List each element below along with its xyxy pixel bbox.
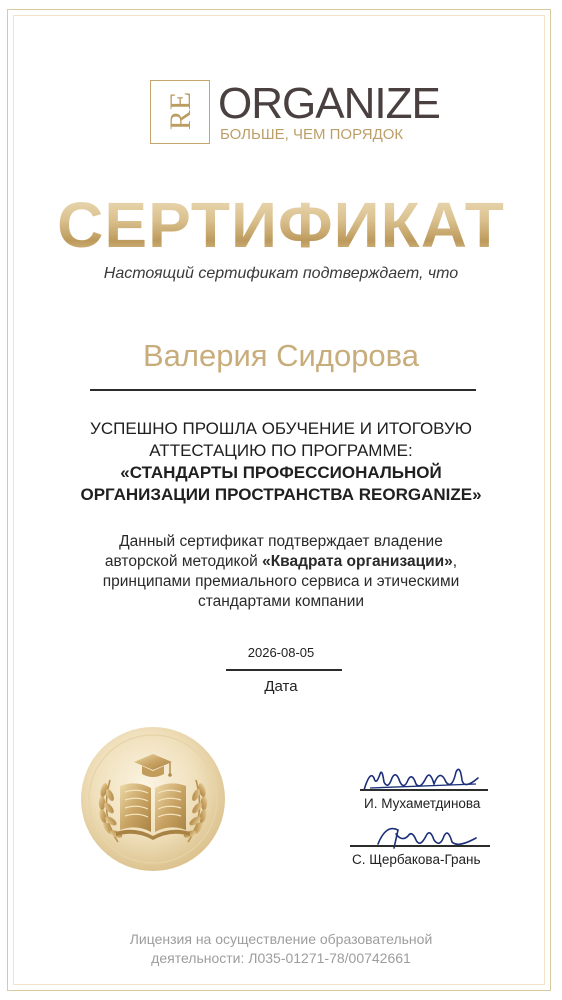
logo-mark-box [150, 80, 210, 144]
program-line-1: «СТАНДАРТЫ ПРОФЕССИОНАЛЬНОЙ [120, 463, 442, 482]
signature-2-line [350, 845, 490, 847]
signature-1-line [360, 789, 488, 791]
description-line-3: принципами премиального сервиса и этическими [102, 573, 460, 590]
issue-date: 2026-08-05 [247, 645, 315, 660]
signer-1-name: И. Мухаметдинова [364, 796, 481, 811]
logo-tagline: БОЛЬШЕ, ЧЕМ ПОРЯДОК [220, 126, 404, 143]
certificate-description [0, 532, 562, 612]
signer-2-name: С. Щербакова-Грань [352, 852, 481, 867]
license-line-2: деятельности: Л035-01271-78/00742661 [151, 950, 411, 966]
reorganize-logo [150, 79, 440, 150]
method-name: «Квадрата организации» [262, 553, 453, 570]
statement-line-1: УСПЕШНО ПРОШЛА ОБУЧЕНИЕ И ИТОГОВУЮ [90, 419, 472, 438]
date-label: Дата [264, 678, 298, 695]
certificate-title: СЕРТИФИКАТ [0, 186, 562, 264]
completion-statement [0, 418, 562, 506]
certificate-subtitle: Настоящий сертификат подтверждает, что [103, 265, 459, 282]
license-text [0, 930, 562, 968]
recipient-name: Валерия Сидорова [142, 338, 420, 373]
logo-wordmark: ORGANIZE [218, 79, 440, 128]
statement-line-2: АТТЕСТАЦИЮ ПО ПРОГРАММЕ: [149, 441, 413, 460]
description-line-1: Данный сертификат подтверждает владение [119, 533, 443, 550]
description-line-2 [0, 552, 562, 572]
description-line-2-suffix: , [452, 553, 458, 570]
description-line-4: стандартами компании [197, 593, 365, 610]
signature-1-icon [360, 760, 490, 800]
license-line-1: Лицензия на осуществление образовательной [129, 931, 433, 947]
gold-seal-icon [78, 724, 228, 874]
description-line-2-prefix: авторской методикой [104, 553, 263, 570]
date-underline [226, 669, 342, 671]
logo-mark-text: RE [164, 91, 197, 131]
program-line-2: ОРГАНИЗАЦИИ ПРОСТРАНСТВА REORGANIZE» [80, 485, 482, 504]
recipient-underline [90, 389, 476, 391]
signature-2-icon [372, 820, 482, 856]
